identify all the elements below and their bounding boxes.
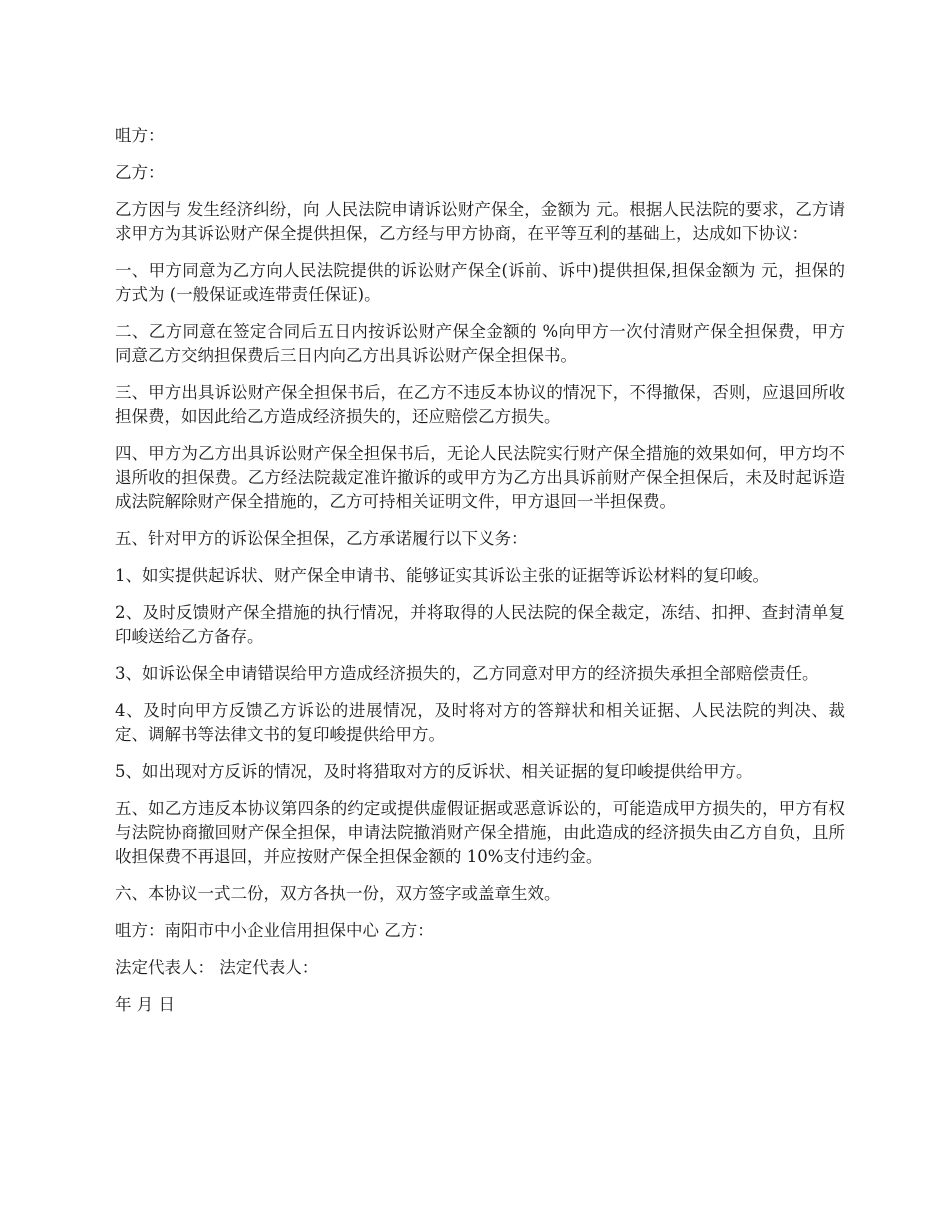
clause-5-heading: 五、针对甲方的诉讼保全担保，乙方承诺履行以下义务： [115, 529, 528, 548]
party-a-line: 咀方： [115, 126, 165, 145]
obligation-5: 5、如出现对方反诉的情况，及时将猎取对方的反诉状、相关证据的复印峻提供给甲方。 [115, 762, 753, 781]
clause-3: 三、甲方出具诉讼财产保全担保书后，在乙方不违反本协议的情况下，不得撤保，否则，应退回所收担保费，如因此给乙方造成经济损失的，还应赔偿乙方损失。 [115, 383, 845, 426]
clause-4: 四、甲方为乙方出具诉讼财产保全担保书后，无论人民法院实行财产保全措施的效果如何，甲方均不退所收的担保费。乙方经法院裁定准许撤诉的或甲方为乙方出具诉前财产保全担保后，未及时起诉造成法院解除财产保全措施的，乙方可持相关证明文件，甲方退回一半担保费。 [115, 444, 845, 511]
obligation-2: 2、及时反馈财产保全措施的执行情况，并将取得的人民法院的保全裁定，冻结、扣押、查封清单复印峻送给乙方备存。 [115, 603, 845, 646]
party-b-line: 乙方： [115, 163, 165, 182]
obligation-4: 4、及时向甲方反馈乙方诉讼的进展情况，及时将对方的答辩状和相关证据、人民法院的判决、裁定、调解书等法律文书的复印峻提供给甲方。 [115, 701, 845, 744]
preamble-paragraph: 乙方因与 发生经济纠纷，向 人民法院申请诉讼财产保全，金额为 元。根据人民法院的要求，乙方请求甲方为其诉讼财产保全提供担保，乙方经与甲方协商，在平等互利的基础上，达成如下协议： [115, 200, 845, 243]
signature-parties: 咀方：南阳市中小企业信用担保中心 乙方： [115, 921, 434, 940]
signature-date: 年 月 日 [115, 995, 175, 1014]
clause-2: 二、乙方同意在签定合同后五日内按诉讼财产保全金额的 %向甲方一次付清财产保全担保费，甲方同意乙方交纳担保费后三日内向乙方出具诉讼财产保全担保书。 [115, 322, 845, 365]
document-body [115, 124, 845, 1030]
clause-6: 六、本协议一式二份，双方各执一份，双方签字或盖章生效。 [115, 884, 561, 903]
clause-breach: 五、如乙方违反本协议第四条的约定或提供虚假证据或恶意诉讼的，可能造成甲方损失的，甲方有权与法院协商撤回财产保全担保，申请法院撤消财产保全措施，由此造成的经济损失由乙方自负，且所收担保费不再退回，并应按财产保全担保金额的 10%支付违约金。 [115, 799, 845, 866]
clause-1: 一、甲方同意为乙方向人民法院提供的诉讼财产保全(诉前、诉中)提供担保,担保金额为 元，担保的方式为 (一般保证或连带责任保证)。 [115, 261, 845, 304]
signature-representatives: 法定代表人： 法定代表人： [115, 958, 319, 977]
obligation-3: 3、如诉讼保全申请错误给甲方造成经济损失的，乙方同意对甲方的经济损失承担全部赔偿责任。 [115, 664, 819, 683]
obligation-1: 1、如实提供起诉状、财产保全申请书、能够证实其诉讼主张的证据等诉讼材料的复印峻。 [115, 566, 769, 585]
